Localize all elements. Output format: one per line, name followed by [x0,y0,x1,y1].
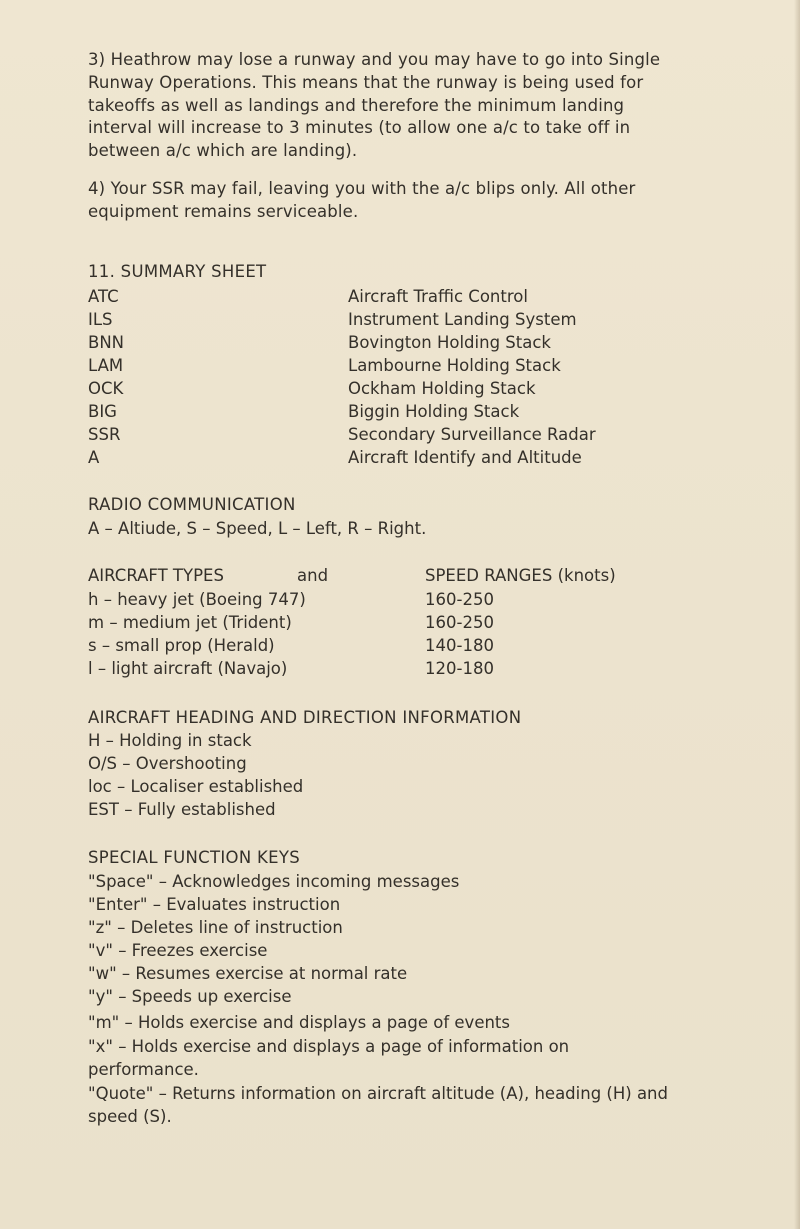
radio-line: A – Altiude, S – Speed, L – Left, R – Right. [88,519,427,538]
summary-meaning: Bovington Holding Stack [348,333,551,352]
special-key-line: "w" – Resumes exercise at normal rate [88,964,408,983]
heading-info-line: O/S – Overshooting [88,754,247,773]
text-line: 4) Your SSR may fail, leaving you with the a/c blips only. All other [88,179,636,198]
summary-abbr: ILS [88,310,113,329]
paragraph-ssr-failure [88,178,635,224]
aircraft-type: m – medium jet (Trident) [88,613,292,632]
summary-meaning: Secondary Surveillance Radar [348,425,596,444]
summary-abbr: A [88,448,100,467]
aircraft-type-row [88,658,494,680]
special-key-line: "Quote" – Returns information on aircraft altitude (A), heading (H) and [88,1084,668,1103]
summary-meaning: Lambourne Holding Stack [348,356,561,375]
aircraft-type-row [88,589,494,611]
text-line: takeoffs as well as landings and therefore the minimum landing [88,95,625,115]
speed-range: 160-250 [425,613,494,632]
special-key-line: performance. [88,1060,199,1079]
speed-range: 140-180 [425,636,494,655]
aircraft-type: h – heavy jet (Boeing 747) [88,590,306,609]
speed-range: 120-180 [425,659,494,678]
summary-meaning: Instrument Landing System [348,310,577,329]
summary-heading: 11. SUMMARY SHEET [88,262,267,281]
summary-meaning: Ockham Holding Stack [348,379,536,398]
summary-row [88,309,577,331]
summary-row [88,355,561,377]
special-keys-heading: SPECIAL FUNCTION KEYS [88,848,301,867]
summary-row [88,447,582,469]
aircraft-types-heading [88,565,616,587]
summary-abbr: LAM [88,356,124,375]
aircraft-type: s – small prop (Herald) [88,636,275,655]
aircraft-type-row [88,635,494,657]
summary-abbr: SSR [88,425,121,444]
page-edge-shadow [794,0,800,1229]
text-line: between a/c which are landing). [88,141,358,161]
summary-row [88,424,596,446]
aircraft-types-title: AIRCRAFT TYPES [88,566,224,585]
text-line: interval will increase to 3 minutes (to allow one a/c to take off in [88,118,631,138]
paragraph-runway-operations [88,49,660,163]
summary-abbr: OCK [88,379,124,398]
special-key-line: "x" – Holds exercise and displays a page of information on [88,1037,570,1056]
speed-ranges-title: SPEED RANGES (knots) [425,566,616,585]
summary-row [88,378,536,400]
summary-abbr: BNN [88,333,125,352]
aircraft-types-and: and [297,566,329,585]
summary-meaning: Aircraft Identify and Altitude [348,448,582,467]
heading-info-line: EST – Fully established [88,800,276,819]
special-key-line: "m" – Holds exercise and displays a page of events [88,1013,510,1032]
aircraft-type-row [88,612,494,634]
summary-meaning: Aircraft Traffic Control [348,287,528,306]
text-line: Runway Operations. This means that the runway is being used for [88,72,644,92]
summary-abbr: ATC [88,287,119,306]
heading-info-line: loc – Localiser established [88,777,304,796]
text-line: equipment remains serviceable. [88,201,359,221]
summary-abbr: BIG [88,402,117,421]
summary-row [88,286,528,308]
heading-info-heading: AIRCRAFT HEADING AND DIRECTION INFORMATION [88,708,522,727]
heading-info-line: H – Holding in stack [88,731,252,750]
summary-row [88,401,520,423]
summary-meaning: Biggin Holding Stack [348,402,520,421]
summary-row [88,332,551,354]
special-key-line: "v" – Freezes exercise [88,941,268,960]
special-key-line: "Space" – Acknowledges incoming messages [88,872,460,891]
special-key-line: "y" – Speeds up exercise [88,987,292,1006]
text-line: 3) Heathrow may lose a runway and you may have to go into Single [88,50,661,69]
special-key-line: speed (S). [88,1107,172,1126]
special-key-line: "Enter" – Evaluates instruction [88,895,341,914]
aircraft-type: l – light aircraft (Navajo) [88,659,288,678]
radio-heading: RADIO COMMUNICATION [88,495,296,514]
special-key-line: "z" – Deletes line of instruction [88,918,343,937]
speed-range: 160-250 [425,590,494,609]
